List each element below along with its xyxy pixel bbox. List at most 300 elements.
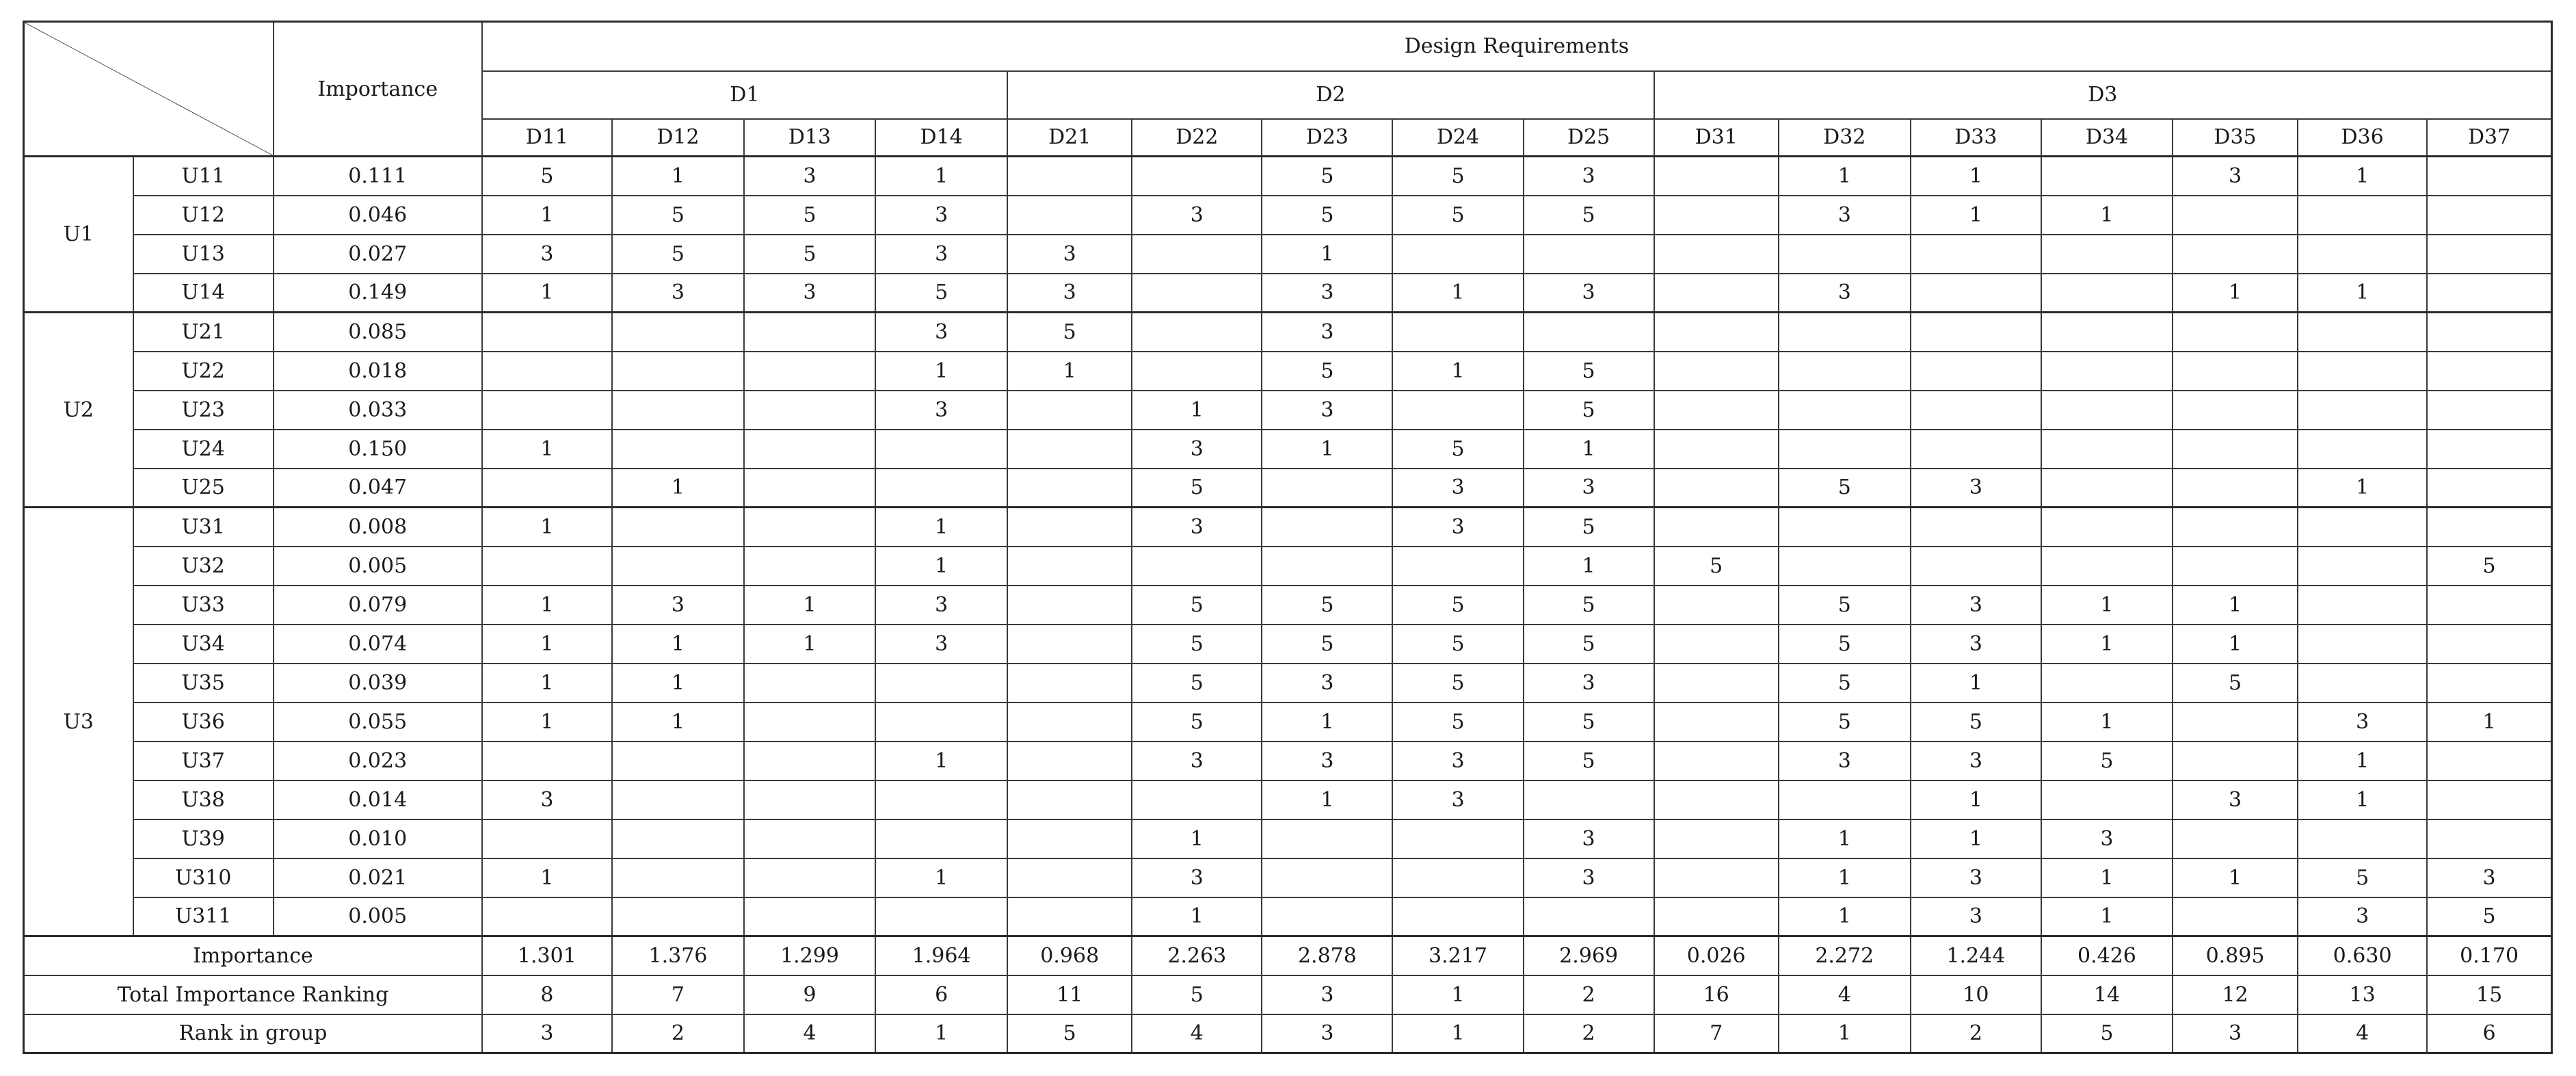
- relationship-cell: 5: [1392, 430, 1523, 469]
- row-importance: 0.010: [274, 819, 482, 858]
- relationship-cell: 3: [1911, 625, 2041, 664]
- relationship-cell: 1: [1007, 352, 1132, 391]
- relationship-cell: [1654, 469, 1779, 508]
- relationship-cell: [744, 742, 875, 780]
- relationship-cell: [2173, 819, 2298, 858]
- relationship-cell: [2427, 352, 2551, 391]
- relationship-cell: [612, 547, 744, 586]
- relationship-cell: [1524, 235, 1654, 274]
- column-header-d36: D36: [2298, 119, 2427, 157]
- footer-value: 16: [1654, 975, 1779, 1014]
- footer-value: 9: [744, 975, 875, 1014]
- relationship-cell: 3: [1524, 157, 1654, 196]
- relationship-cell: 3: [1007, 274, 1132, 313]
- relationship-cell: 3: [1262, 313, 1392, 352]
- design-requirements-header: Design Requirements: [482, 22, 2552, 71]
- relationship-cell: 5: [1524, 742, 1654, 780]
- relationship-cell: [2298, 352, 2427, 391]
- relationship-cell: [612, 897, 744, 936]
- table-row: [24, 508, 2552, 547]
- relationship-cell: [2427, 313, 2551, 352]
- relationship-cell: 5: [2427, 547, 2551, 586]
- relationship-cell: [1132, 274, 1262, 313]
- relationship-cell: 5: [1779, 469, 1911, 508]
- relationship-cell: [1654, 235, 1779, 274]
- relationship-cell: [2173, 235, 2298, 274]
- relationship-cell: [2298, 508, 2427, 547]
- relationship-cell: 5: [1262, 625, 1392, 664]
- relationship-cell: [612, 391, 744, 430]
- footer-value: 2: [1911, 1014, 2041, 1053]
- relationship-cell: [744, 508, 875, 547]
- footer-value: 6: [875, 975, 1007, 1014]
- relationship-cell: [1654, 313, 1779, 352]
- corner-diagonal-cell: [24, 22, 274, 157]
- row-id: U33: [133, 586, 274, 625]
- row-importance: 0.005: [274, 897, 482, 936]
- relationship-cell: [2041, 235, 2173, 274]
- relationship-cell: 5: [1392, 703, 1523, 742]
- relationship-cell: 3: [2298, 703, 2427, 742]
- importance-column-header: Importance: [274, 22, 482, 157]
- relationship-cell: 1: [1392, 352, 1523, 391]
- relationship-cell: [875, 430, 1007, 469]
- relationship-cell: [744, 703, 875, 742]
- relationship-cell: [1524, 897, 1654, 936]
- relationship-cell: 5: [1779, 703, 1911, 742]
- footer-value: 2.969: [1524, 936, 1654, 975]
- relationship-cell: [612, 352, 744, 391]
- relationship-cell: 3: [2173, 157, 2298, 196]
- row-id: U36: [133, 703, 274, 742]
- relationship-cell: 5: [1779, 664, 1911, 703]
- relationship-cell: [1654, 742, 1779, 780]
- relationship-cell: [1911, 508, 2041, 547]
- relationship-cell: 3: [744, 274, 875, 313]
- relationship-cell: [482, 742, 612, 780]
- relationship-cell: [2173, 196, 2298, 235]
- relationship-cell: [1262, 508, 1392, 547]
- relationship-cell: 1: [612, 703, 744, 742]
- relationship-cell: [2173, 508, 2298, 547]
- footer-value: 3: [1262, 1014, 1392, 1053]
- relationship-cell: [2041, 664, 2173, 703]
- relationship-cell: 5: [1654, 547, 1779, 586]
- relationship-cell: 1: [482, 858, 612, 897]
- relationship-cell: 1: [2041, 858, 2173, 897]
- relationship-cell: [1007, 897, 1132, 936]
- relationship-cell: [1654, 391, 1779, 430]
- relationship-cell: [1007, 742, 1132, 780]
- row-id: U34: [133, 625, 274, 664]
- relationship-cell: [744, 858, 875, 897]
- relationship-cell: 3: [1524, 469, 1654, 508]
- relationship-cell: 3: [1132, 508, 1262, 547]
- footer-value: 1: [1392, 1014, 1523, 1053]
- relationship-cell: 3: [744, 157, 875, 196]
- relationship-cell: [1132, 157, 1262, 196]
- footer-value: 4: [744, 1014, 875, 1053]
- row-importance: 0.023: [274, 742, 482, 780]
- relationship-cell: 1: [482, 586, 612, 625]
- row-importance: 0.021: [274, 858, 482, 897]
- footer-value: 0.630: [2298, 936, 2427, 975]
- relationship-cell: [1654, 196, 1779, 235]
- column-header-d11: D11: [482, 119, 612, 157]
- relationship-cell: 1: [482, 664, 612, 703]
- relationship-cell: 5: [1392, 196, 1523, 235]
- relationship-cell: 5: [612, 235, 744, 274]
- relationship-cell: 3: [612, 586, 744, 625]
- relationship-cell: [1779, 313, 1911, 352]
- relationship-cell: [1007, 586, 1132, 625]
- table-row: [24, 469, 2552, 508]
- row-importance: 0.085: [274, 313, 482, 352]
- table-row: [24, 547, 2552, 586]
- relationship-cell: [1262, 547, 1392, 586]
- column-header-d31: D31: [1654, 119, 1779, 157]
- relationship-cell: 5: [744, 196, 875, 235]
- relationship-cell: [1524, 780, 1654, 819]
- table-row: [24, 664, 2552, 703]
- relationship-cell: [612, 313, 744, 352]
- relationship-cell: 3: [875, 391, 1007, 430]
- relationship-cell: [2427, 469, 2551, 508]
- column-header-d37: D37: [2427, 119, 2551, 157]
- table-row: [24, 819, 2552, 858]
- footer-label: Rank in group: [24, 1014, 482, 1053]
- row-id: U13: [133, 235, 274, 274]
- row-id: U31: [133, 508, 274, 547]
- relationship-cell: 1: [1262, 780, 1392, 819]
- relationship-cell: [744, 780, 875, 819]
- relationship-cell: [482, 391, 612, 430]
- relationship-cell: [1392, 897, 1523, 936]
- relationship-cell: 3: [482, 235, 612, 274]
- footer-value: 5: [1007, 1014, 1132, 1053]
- footer-value: 15: [2427, 975, 2551, 1014]
- row-id: U21: [133, 313, 274, 352]
- relationship-cell: [2041, 274, 2173, 313]
- table-row: [24, 625, 2552, 664]
- relationship-cell: [875, 469, 1007, 508]
- column-header-d32: D32: [1779, 119, 1911, 157]
- relationship-cell: [2298, 391, 2427, 430]
- relationship-cell: 5: [1132, 703, 1262, 742]
- relationship-cell: [1911, 547, 2041, 586]
- relationship-cell: [744, 391, 875, 430]
- relationship-cell: 5: [1132, 664, 1262, 703]
- relationship-cell: [875, 819, 1007, 858]
- group-header-d1: D1: [482, 71, 1007, 119]
- relationship-cell: [744, 897, 875, 936]
- relationship-cell: [2427, 274, 2551, 313]
- footer-value: 0.026: [1654, 936, 1779, 975]
- footer-value: 5: [2041, 1014, 2173, 1053]
- footer-value: 12: [2173, 975, 2298, 1014]
- row-id: U25: [133, 469, 274, 508]
- row-importance: 0.047: [274, 469, 482, 508]
- relationship-cell: [2173, 391, 2298, 430]
- relationship-cell: 5: [1524, 196, 1654, 235]
- footer-value: 4: [2298, 1014, 2427, 1053]
- row-importance: 0.046: [274, 196, 482, 235]
- row-importance: 0.149: [274, 274, 482, 313]
- row-importance: 0.079: [274, 586, 482, 625]
- relationship-cell: [2173, 742, 2298, 780]
- relationship-cell: [2298, 625, 2427, 664]
- table-row: [24, 391, 2552, 430]
- relationship-cell: 5: [2173, 664, 2298, 703]
- relationship-cell: [1654, 625, 1779, 664]
- group-label-u1: U1: [24, 157, 133, 313]
- relationship-cell: 3: [612, 274, 744, 313]
- group-label-u3: U3: [24, 508, 133, 936]
- row-importance: 0.027: [274, 235, 482, 274]
- table-row: [24, 858, 2552, 897]
- relationship-cell: 1: [1262, 703, 1392, 742]
- relationship-cell: 3: [1911, 858, 2041, 897]
- relationship-cell: [1007, 196, 1132, 235]
- relationship-cell: 5: [1524, 352, 1654, 391]
- relationship-cell: 1: [2173, 625, 2298, 664]
- relationship-cell: [2298, 664, 2427, 703]
- relationship-cell: [1392, 858, 1523, 897]
- relationship-cell: [482, 313, 612, 352]
- relationship-cell: [2427, 235, 2551, 274]
- footer-value: 3: [482, 1014, 612, 1053]
- footer-value: 0.426: [2041, 936, 2173, 975]
- relationship-cell: [2173, 547, 2298, 586]
- relationship-cell: [744, 819, 875, 858]
- relationship-cell: 3: [875, 586, 1007, 625]
- relationship-cell: [2041, 352, 2173, 391]
- relationship-cell: 5: [1262, 586, 1392, 625]
- relationship-cell: [482, 897, 612, 936]
- relationship-cell: [2041, 430, 2173, 469]
- relationship-cell: 1: [1779, 858, 1911, 897]
- row-importance: 0.033: [274, 391, 482, 430]
- relationship-cell: [1007, 664, 1132, 703]
- relationship-cell: [2427, 586, 2551, 625]
- relationship-cell: [2427, 157, 2551, 196]
- footer-value: 2.272: [1779, 936, 1911, 975]
- relationship-cell: 1: [482, 430, 612, 469]
- relationship-cell: [875, 703, 1007, 742]
- table-row: [24, 274, 2552, 313]
- relationship-cell: 1: [744, 586, 875, 625]
- column-header-d35: D35: [2173, 119, 2298, 157]
- relationship-cell: [1132, 313, 1262, 352]
- relationship-cell: 3: [875, 196, 1007, 235]
- relationship-cell: 1: [2427, 703, 2551, 742]
- relationship-cell: 1: [612, 469, 744, 508]
- relationship-cell: 1: [875, 858, 1007, 897]
- footer-value: 0.895: [2173, 936, 2298, 975]
- relationship-cell: [2173, 469, 2298, 508]
- relationship-cell: [1654, 508, 1779, 547]
- footer-value: 7: [1654, 1014, 1779, 1053]
- relationship-cell: 1: [1524, 430, 1654, 469]
- relationship-cell: [612, 508, 744, 547]
- relationship-cell: 1: [875, 508, 1007, 547]
- relationship-cell: [2298, 196, 2427, 235]
- relationship-cell: 3: [1262, 391, 1392, 430]
- relationship-cell: 5: [1392, 586, 1523, 625]
- footer-row: [24, 975, 2552, 1014]
- relationship-cell: [744, 547, 875, 586]
- relationship-cell: [1007, 157, 1132, 196]
- relationship-cell: [2427, 625, 2551, 664]
- house-of-quality-table: [23, 21, 2553, 1054]
- relationship-cell: [1262, 469, 1392, 508]
- table-row: [24, 703, 2552, 742]
- table-row: [24, 157, 2552, 196]
- table-row: [24, 430, 2552, 469]
- relationship-cell: 3: [1911, 469, 2041, 508]
- relationship-cell: [1132, 547, 1262, 586]
- column-header-d13: D13: [744, 119, 875, 157]
- relationship-cell: [1132, 352, 1262, 391]
- column-header-d25: D25: [1524, 119, 1654, 157]
- relationship-cell: [2427, 819, 2551, 858]
- relationship-cell: 1: [1779, 819, 1911, 858]
- footer-value: 1.964: [875, 936, 1007, 975]
- relationship-cell: [2427, 508, 2551, 547]
- relationship-cell: 5: [1911, 703, 2041, 742]
- row-id: U23: [133, 391, 274, 430]
- table-row: [24, 586, 2552, 625]
- relationship-cell: [612, 819, 744, 858]
- relationship-cell: 5: [744, 235, 875, 274]
- relationship-cell: [1911, 235, 2041, 274]
- relationship-cell: 1: [482, 196, 612, 235]
- relationship-cell: [744, 352, 875, 391]
- footer-value: 10: [1911, 975, 2041, 1014]
- relationship-cell: 1: [1132, 819, 1262, 858]
- relationship-cell: [2041, 780, 2173, 819]
- relationship-cell: [2173, 352, 2298, 391]
- relationship-cell: [1132, 780, 1262, 819]
- footer-value: 2: [1524, 975, 1654, 1014]
- relationship-cell: 1: [1911, 780, 2041, 819]
- relationship-cell: [1392, 547, 1523, 586]
- group-label-u2: U2: [24, 313, 133, 508]
- column-header-d22: D22: [1132, 119, 1262, 157]
- row-id: U14: [133, 274, 274, 313]
- relationship-cell: 5: [1524, 586, 1654, 625]
- relationship-cell: [1654, 703, 1779, 742]
- footer-value: 3.217: [1392, 936, 1523, 975]
- relationship-cell: 1: [1392, 274, 1523, 313]
- relationship-cell: [1132, 235, 1262, 274]
- relationship-cell: [1007, 625, 1132, 664]
- relationship-cell: 3: [1524, 819, 1654, 858]
- relationship-cell: 1: [2298, 742, 2427, 780]
- relationship-cell: [1007, 430, 1132, 469]
- relationship-cell: 1: [2298, 274, 2427, 313]
- relationship-cell: 1: [1779, 897, 1911, 936]
- relationship-cell: [875, 780, 1007, 819]
- relationship-cell: 3: [875, 625, 1007, 664]
- relationship-cell: 5: [2427, 897, 2551, 936]
- relationship-cell: 5: [1524, 391, 1654, 430]
- relationship-cell: 1: [1524, 547, 1654, 586]
- relationship-cell: [1007, 858, 1132, 897]
- relationship-cell: 3: [1262, 664, 1392, 703]
- relationship-cell: [1654, 897, 1779, 936]
- footer-label: Total Importance Ranking: [24, 975, 482, 1014]
- footer-value: 1.301: [482, 936, 612, 975]
- relationship-cell: [1654, 858, 1779, 897]
- relationship-cell: [1911, 274, 2041, 313]
- relationship-cell: 5: [1524, 625, 1654, 664]
- relationship-cell: 3: [1779, 742, 1911, 780]
- relationship-cell: [2427, 391, 2551, 430]
- relationship-cell: 1: [1911, 819, 2041, 858]
- relationship-cell: [2041, 469, 2173, 508]
- relationship-cell: 1: [1132, 897, 1262, 936]
- relationship-cell: [2427, 664, 2551, 703]
- relationship-cell: 3: [1779, 196, 1911, 235]
- table-row: [24, 352, 2552, 391]
- row-importance: 0.018: [274, 352, 482, 391]
- relationship-cell: [875, 664, 1007, 703]
- relationship-cell: [1392, 313, 1523, 352]
- footer-value: 1: [875, 1014, 1007, 1053]
- relationship-cell: [1654, 430, 1779, 469]
- relationship-cell: 3: [2298, 897, 2427, 936]
- row-importance: 0.074: [274, 625, 482, 664]
- relationship-cell: 3: [1779, 274, 1911, 313]
- relationship-cell: [1654, 586, 1779, 625]
- relationship-cell: [1392, 819, 1523, 858]
- column-header-d21: D21: [1007, 119, 1132, 157]
- row-id: U37: [133, 742, 274, 780]
- relationship-cell: 1: [612, 157, 744, 196]
- footer-value: 1.376: [612, 936, 744, 975]
- relationship-cell: 3: [1262, 274, 1392, 313]
- relationship-cell: [2298, 586, 2427, 625]
- relationship-cell: 1: [2298, 469, 2427, 508]
- relationship-cell: 1: [1911, 157, 2041, 196]
- relationship-cell: 5: [875, 274, 1007, 313]
- relationship-cell: [1654, 819, 1779, 858]
- relationship-cell: [1262, 819, 1392, 858]
- relationship-cell: 1: [2041, 625, 2173, 664]
- relationship-cell: 5: [1132, 586, 1262, 625]
- relationship-cell: [2041, 313, 2173, 352]
- row-id: U39: [133, 819, 274, 858]
- relationship-cell: [1779, 235, 1911, 274]
- relationship-cell: [1007, 469, 1132, 508]
- relationship-cell: [482, 547, 612, 586]
- relationship-cell: [2298, 547, 2427, 586]
- footer-value: 5: [1132, 975, 1262, 1014]
- diagonal-line: [25, 23, 273, 155]
- relationship-cell: [2173, 703, 2298, 742]
- relationship-cell: [612, 742, 744, 780]
- relationship-cell: 5: [612, 196, 744, 235]
- relationship-cell: [2427, 430, 2551, 469]
- relationship-cell: 3: [1911, 742, 2041, 780]
- row-id: U32: [133, 547, 274, 586]
- relationship-cell: [1007, 780, 1132, 819]
- relationship-cell: [2298, 313, 2427, 352]
- table-row: [24, 313, 2552, 352]
- relationship-cell: [744, 313, 875, 352]
- relationship-cell: [1654, 157, 1779, 196]
